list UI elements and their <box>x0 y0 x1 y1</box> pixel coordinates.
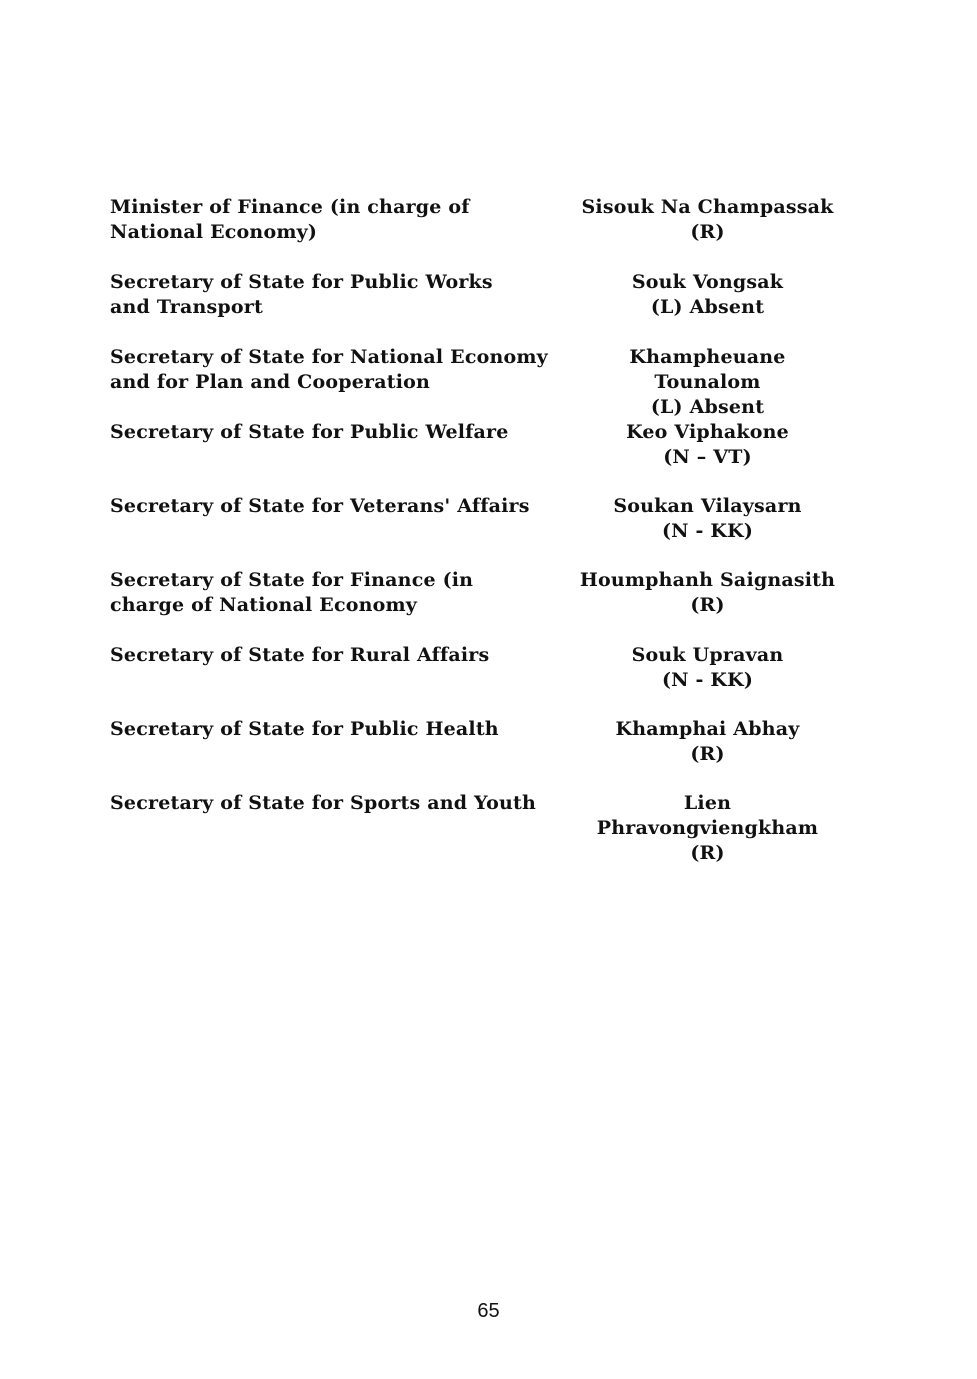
office-title: Secretary of State for Sports and Youth <box>110 792 537 814</box>
office-title: Minister of Finance (in charge of National Economy) <box>110 196 470 243</box>
office-title: Secretary of State for Public Health <box>110 718 499 740</box>
office-holder: Khamphai Abhay (R) <box>615 718 800 765</box>
office-title: Secretary of State for Finance (in charge of National Economy <box>110 569 474 616</box>
office-holder: Sisouk Na Champassak (R) <box>581 196 834 243</box>
office-title: Secretary of State for Public Welfare <box>110 421 509 443</box>
office-holder: Keo Viphakone (N – VT) <box>626 421 789 468</box>
office-holder: Khampheuane Tounalom (L) Absent <box>629 346 786 418</box>
office-holder: Souk Upravan (N - KK) <box>631 644 784 691</box>
office-title: Secretary of State for Veterans' Affairs <box>110 495 530 517</box>
office-holder: Lien Phravongviengkham (R) <box>596 792 819 864</box>
office-holder: Souk Vongsak (L) Absent <box>631 271 784 318</box>
office-title: Secretary of State for Rural Affairs <box>110 644 490 666</box>
office-holder: Houmphanh Saignasith (R) <box>579 569 836 616</box>
office-title: Secretary of State for Public Works and Transport <box>110 271 493 318</box>
office-holder: Soukan Vilaysarn (N - KK) <box>613 495 802 542</box>
office-title: Secretary of State for National Economy and for Plan and Cooperation <box>110 346 548 393</box>
page-number: 65 <box>477 1300 500 1322</box>
